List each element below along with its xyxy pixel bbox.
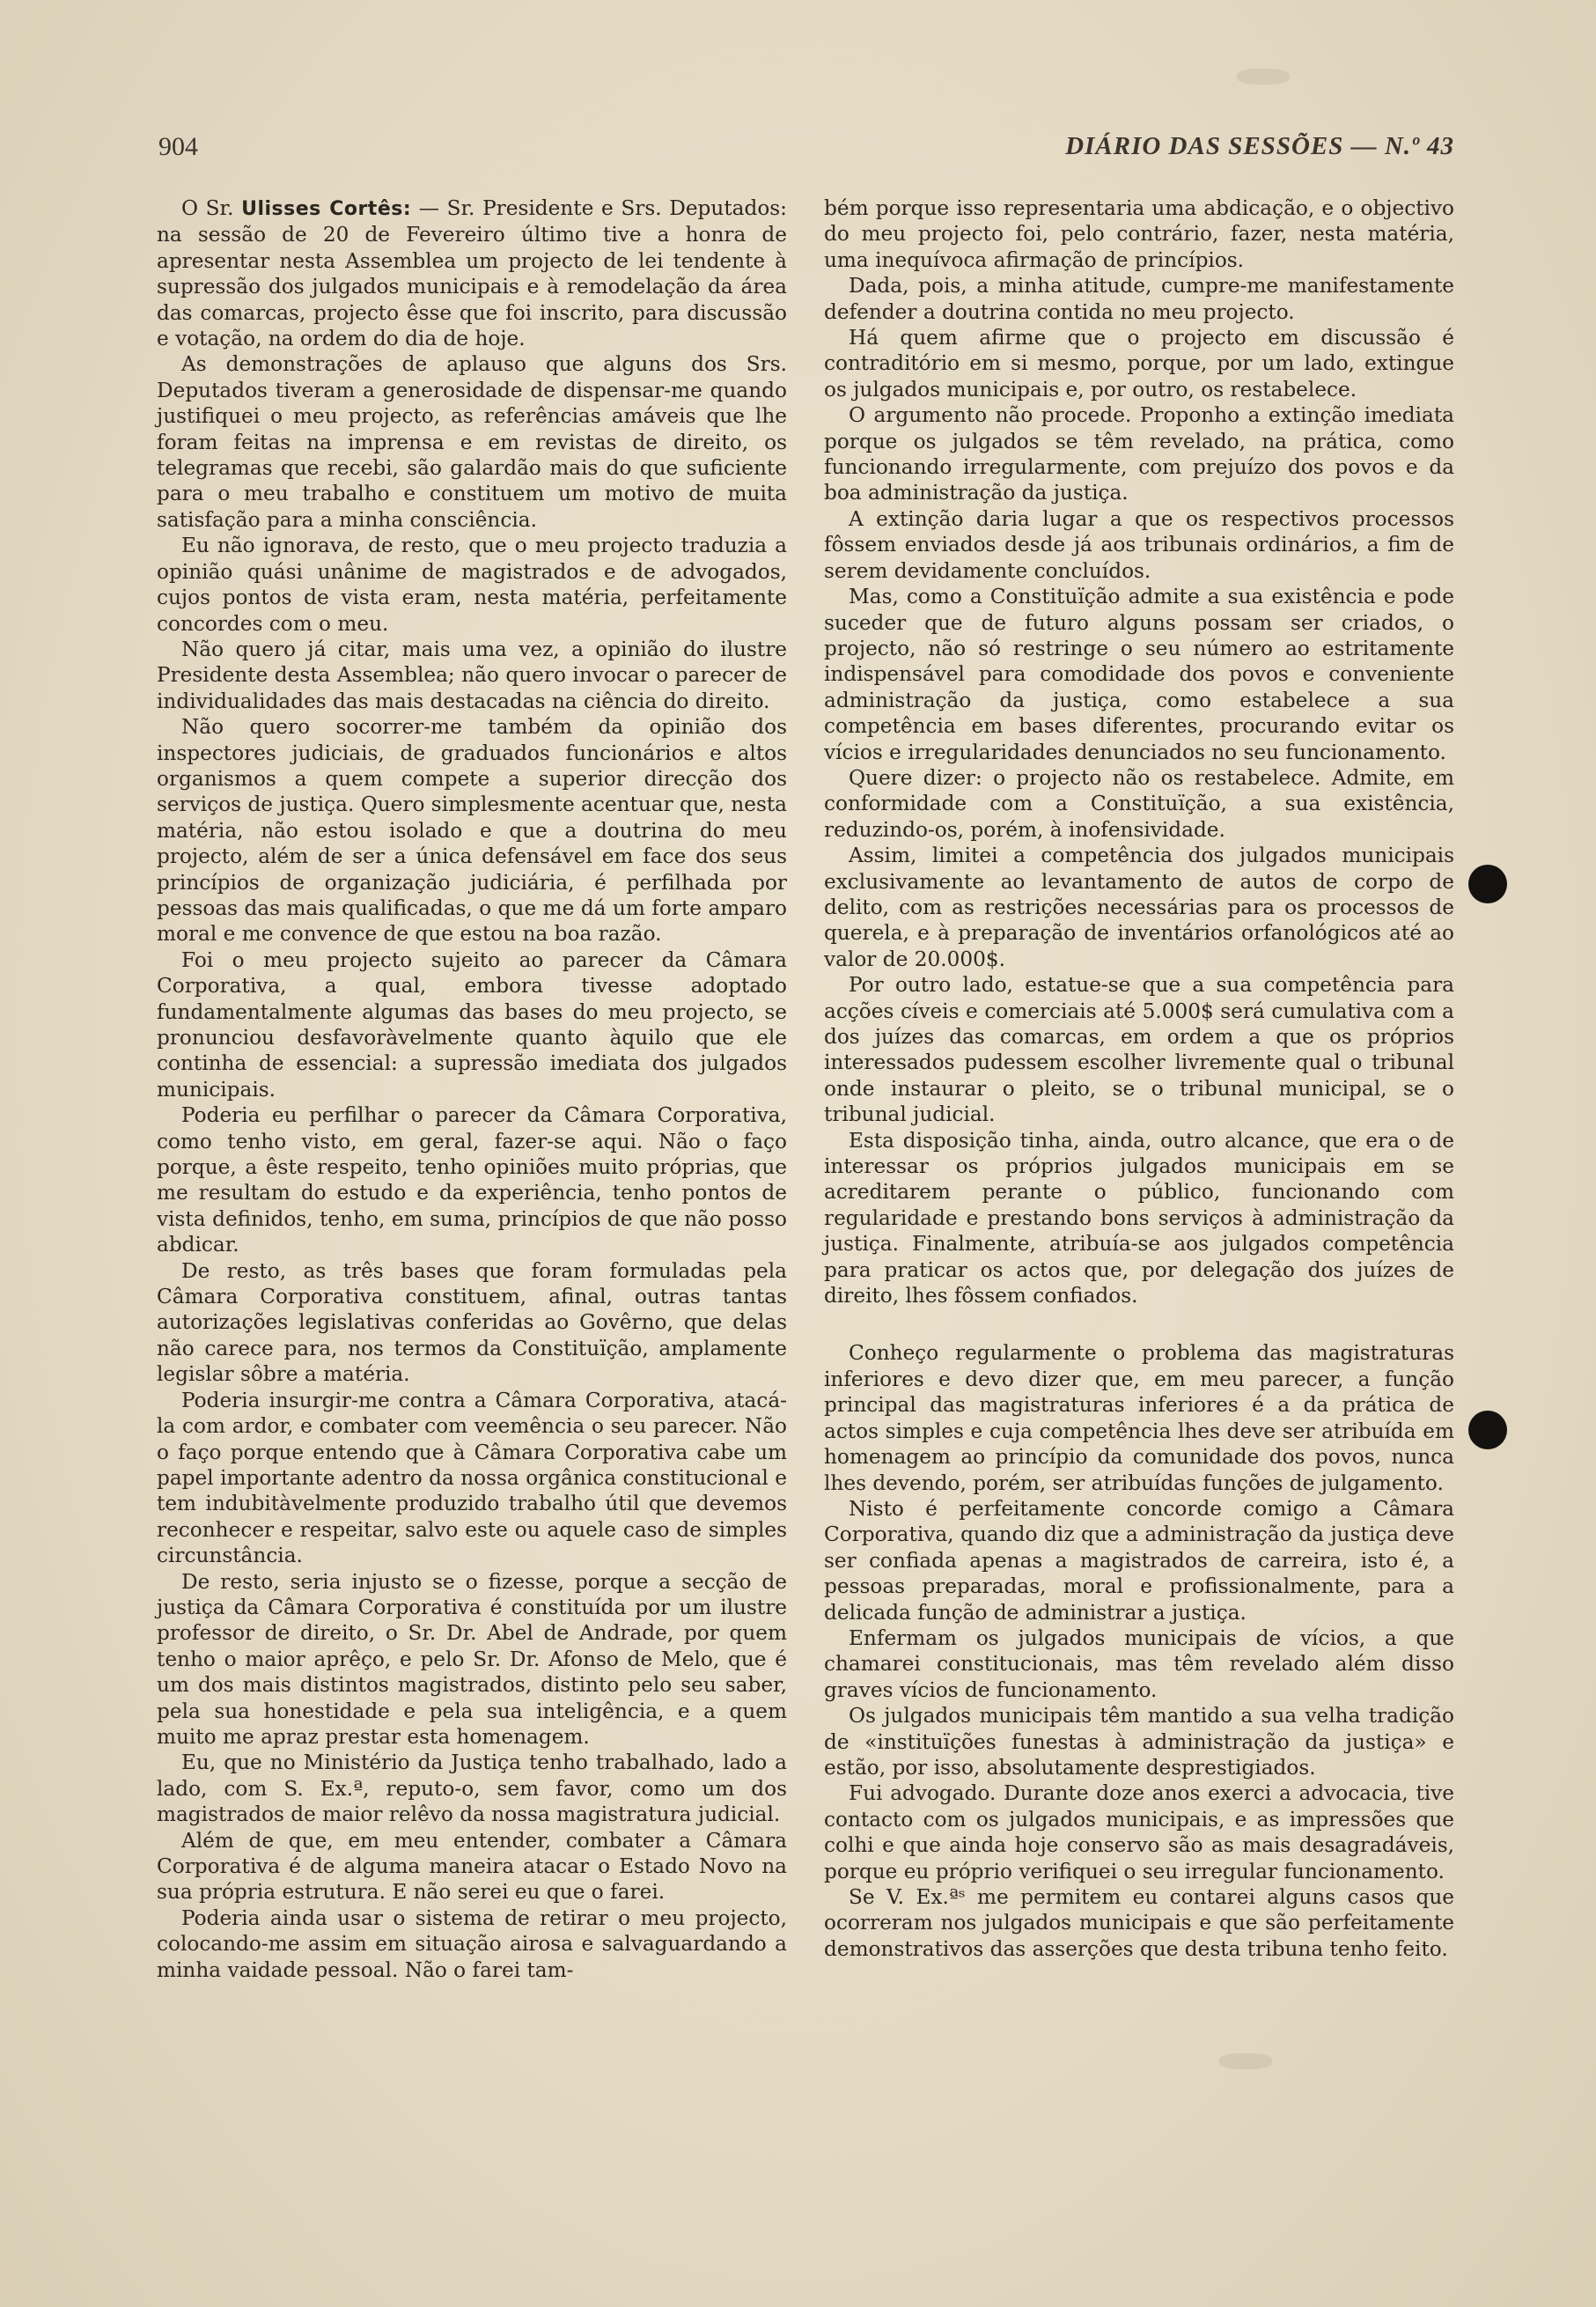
continued-paragraph: bém porque isso representaria uma abdicação, e o objectivo do meu projecto foi, pelo contrário, fazer, nesta matéria, uma inequívoca afirmação de princípios.: [824, 196, 1454, 272]
paragraph: Conheço regularmente o problema das magistraturas inferiores e devo dizer que, em meu parecer, a função principal das magistraturas inferiores é a da prática de actos simples e cuja competência lhes deve ser atribuída em homenagem ao princípio da comunidade dos povos, nunca lhes devendo, porém, ser atribuídas funções de julgamento.: [824, 1341, 1454, 1495]
speaker-name: Ulisses Cortês:: [241, 198, 412, 220]
paragraph: Além de que, em meu entender, combater a Câmara Corporativa é de alguma maneira atacar o Estado Novo na sua própria estrutura. E não serei eu que o farei.: [157, 1828, 787, 1905]
paragraph: As demonstrações de aplauso que alguns dos Srs. Deputados tiveram a generosidade de dispensar-me quando justifiquei o meu projecto, as referências amáveis que lhe foram feitas na imprensa e em revistas de direito, os telegramas que recebi, são galardão mais do que suficiente para o meu trabalho e constituem um motivo de muita satisfação para a minha consciência.: [157, 352, 787, 532]
paragraph: A extinção daria lugar a que os respectivos processos fôssem enviados desde já aos tribunais ordinários, a fim de serem devidamente concluídos.: [824, 506, 1454, 583]
page-header: [158, 132, 1454, 167]
paragraph: Eu, que no Ministério da Justiça tenho trabalhado, lado a lado, com S. Ex.ª, reputo-o, sem favor, como um dos magistrados de maior relêvo da nossa magistratura judicial.: [157, 1751, 787, 1827]
paragraph: Poderia ainda usar o sistema de retirar o meu projecto, colocando-me assim em situação airosa e salvaguardando a minha vaidade pessoal. Não o farei tam-: [157, 1905, 787, 1982]
right-column: [824, 195, 1454, 1962]
paragraph: Enfermam os julgados municipais de vícios, a que chamarei constitucionais, mas têm revelado além disso graves vícios de funcionamento.: [824, 1625, 1454, 1702]
paragraph: Mas, como a Constituïção admite a sua existência e pode suceder que de futuro alguns possam ser criados, o projecto, não só restringe o seu número ao estritamente indispensável para comodidade dos povos e conveniente administração da justiça, como estabelece a sua competência em bases diferentes, procurando evitar os vícios e irregularidades denunciados no seu funcionamento.: [824, 585, 1454, 764]
paragraph: Não quero socorrer-me também da opinião dos inspectores judiciais, de graduados funcionários e altos organismos a quem compete a superior direcção dos serviços de justiça. Quero simplesmente acentuar que, nesta matéria, não estou isolado e que a doutrina do meu projecto, além de ser a única defensável em face dos seus princípios de organização judiciária, é perfilhada por pessoas das mais qualificadas, o que me dá um forte amparo moral e me convence de que estou na boa razão.: [157, 715, 787, 947]
paragraph: Dada, pois, a minha atitude, cumpre-me manifestamente defender a doutrina contida no meu projecto.: [824, 274, 1454, 324]
opening-paragraph: [157, 195, 787, 351]
paragraph: Nisto é perfeitamente concorde comigo a Câmara Corporativa, quando diz que a administração da justiça deve ser confiada apenas a magistrados de carreira, isto é, a pessoas preparadas, moral e profissionalmente, para a delicada função de administrar a justiça.: [824, 1496, 1454, 1625]
paper-stain: [1237, 69, 1290, 85]
binding-hole-mark: [1468, 865, 1507, 903]
binding-hole-mark: [1468, 1411, 1507, 1449]
paragraph: De resto, as três bases que foram formuladas pela Câmara Corporativa constituem, afinal, outras tantas autorizações legislativas conferidas ao Govêrno, que delas não carece para, nos termos da Constituïção, amplamente legislar sôbre a matéria.: [157, 1258, 787, 1387]
paragraph: De resto, seria injusto se o fizesse, porque a secção de justiça da Câmara Corporativa é constituída por um ilustre professor de direito, o Sr. Dr. Abel de Andrade, por quem tenho o maior aprêço, e pelo Sr. Dr. Afonso de Melo, que é um dos mais distintos magistrados, distinto pelo seu saber, pela sua honestidade e pela sua inteligência, e a quem muito me apraz prestar esta homenagem.: [157, 1569, 787, 1749]
paper-stain: [1219, 2053, 1272, 2069]
opening-text: — Sr. Presidente e Srs. Deputados: na sessão de 20 de Fevereiro último tive a honra de apresentar nesta Assemblea um projecto de lei tendente à supressão dos julgados municipais e à remodelação da área das comarcas, projecto êsse que foi inscrito, para discussão e votação, na ordem do dia de hoje.: [157, 196, 787, 351]
paragraph: Eu não ignorava, de resto, que o meu projecto traduzia a opinião quási unânime de magistrados e de advogados, cujos pontos de vista eram, nesta matéria, perfeitamente concordes com o meu.: [157, 534, 787, 636]
paragraph: Há quem afirme que o projecto em discussão é contraditório em si mesmo, porque, por um lado, extingue os julgados municipais e, por outro, os restabelece.: [824, 326, 1454, 402]
paragraph: O argumento não procede. Proponho a extinção imediata porque os julgados se têm revelado, na prática, como funcionando irregularmente, com prejuízo dos povos e da boa administração da justiça.: [824, 403, 1454, 505]
paragraph: Quere dizer: o projecto não os restabelece. Admite, em conformidade com a Constituïção, a sua existência, reduzindo-os, porém, à inofensividade.: [824, 765, 1454, 842]
opening-prefix: O Sr.: [181, 196, 242, 220]
paragraph: Não quero já citar, mais uma vez, a opinião do ilustre Presidente desta Assemblea; não quero invocar o parecer de individualidades das mais destacadas na ciência do direito.: [157, 637, 787, 713]
paragraph: Fui advogado. Durante doze anos exerci a advocacia, tive contacto com os julgados municipais, e as impressões que colhi e que ainda hoje conservo são as mais desagradáveis, porque eu próprio verifiquei o seu irregular funcionamento.: [824, 1781, 1454, 1883]
paragraph: Poderia insurgir-me contra a Câmara Corporativa, atacá-la com ardor, e combater com veemência o seu parecer. Não o faço porque entendo que à Câmara Corporativa cabe um papel importante adentro da nossa orgânica constitucional e tem indubitàvelmente produzido trabalho útil que devemos reconhecer e respeitar, salvo este ou aquele caso de simples circunstância.: [157, 1388, 787, 1568]
journal-title: DIÁRIO DAS SESSÕES — N.º 43: [1065, 132, 1454, 160]
paragraph: Foi o meu projecto sujeito ao parecer da Câmara Corporativa, a qual, embora tivesse adoptado fundamentalmente algumas das bases do meu projecto, se pronunciou desfavoràvelmente quanto àquilo que ele continha de essencial: a supressão imediata dos julgados municipais.: [157, 947, 787, 1102]
paragraph: Se V. Ex.ªˢ me permitem eu contarei alguns casos que ocorreram nos julgados municipais e que são perfeitamente demonstrativos das asserções que desta tribuna tenho feito.: [824, 1885, 1454, 1961]
paragraph: Poderia eu perfilhar o parecer da Câmara Corporativa, como tenho visto, em geral, fazer-se aqui. Não o faço porque, a êste respeito, tenho opiniões muito próprias, que me resultam do estudo e da experiência, tenho pontos de vista definidos, tenho, em suma, princípios de que não posso abdicar.: [157, 1103, 787, 1257]
left-column: [157, 195, 787, 1983]
paragraph: Assim, limitei a competência dos julgados municipais exclusivamente ao levantamento de autos de corpo de delito, com as restrições necessárias para os processos de querela, e à preparação de inventários orfanológicos até ao valor de 20.000$.: [824, 844, 1454, 971]
page-number: 904: [158, 132, 198, 161]
paragraph: Os julgados municipais têm mantido a sua velha tradição de «instituïções funestas à administração da justiça» e estão, por isso, absolutamente desprestigiados.: [824, 1704, 1454, 1780]
paragraph: Por outro lado, estatue-se que a sua competência para acções cíveis e comerciais até 5.000$ será cumulativa com a dos juízes das comarcas, em ordem a que os próprios interessados pudessem escolher livremente qual o tribunal onde instaurar o pleito, se o tribunal municipal, se o tribunal judicial.: [824, 973, 1454, 1127]
paragraph: Esta disposição tinha, ainda, outro alcance, que era o de interessar os próprios julgados municipais em se acreditarem perante o público, funcionando com regularidade e prestando bons serviços à administração da justiça. Finalmente, atribuía-se aos julgados competência para praticar os actos que, por delegação dos juízes de direito, lhes fôssem confiados.: [824, 1128, 1454, 1308]
